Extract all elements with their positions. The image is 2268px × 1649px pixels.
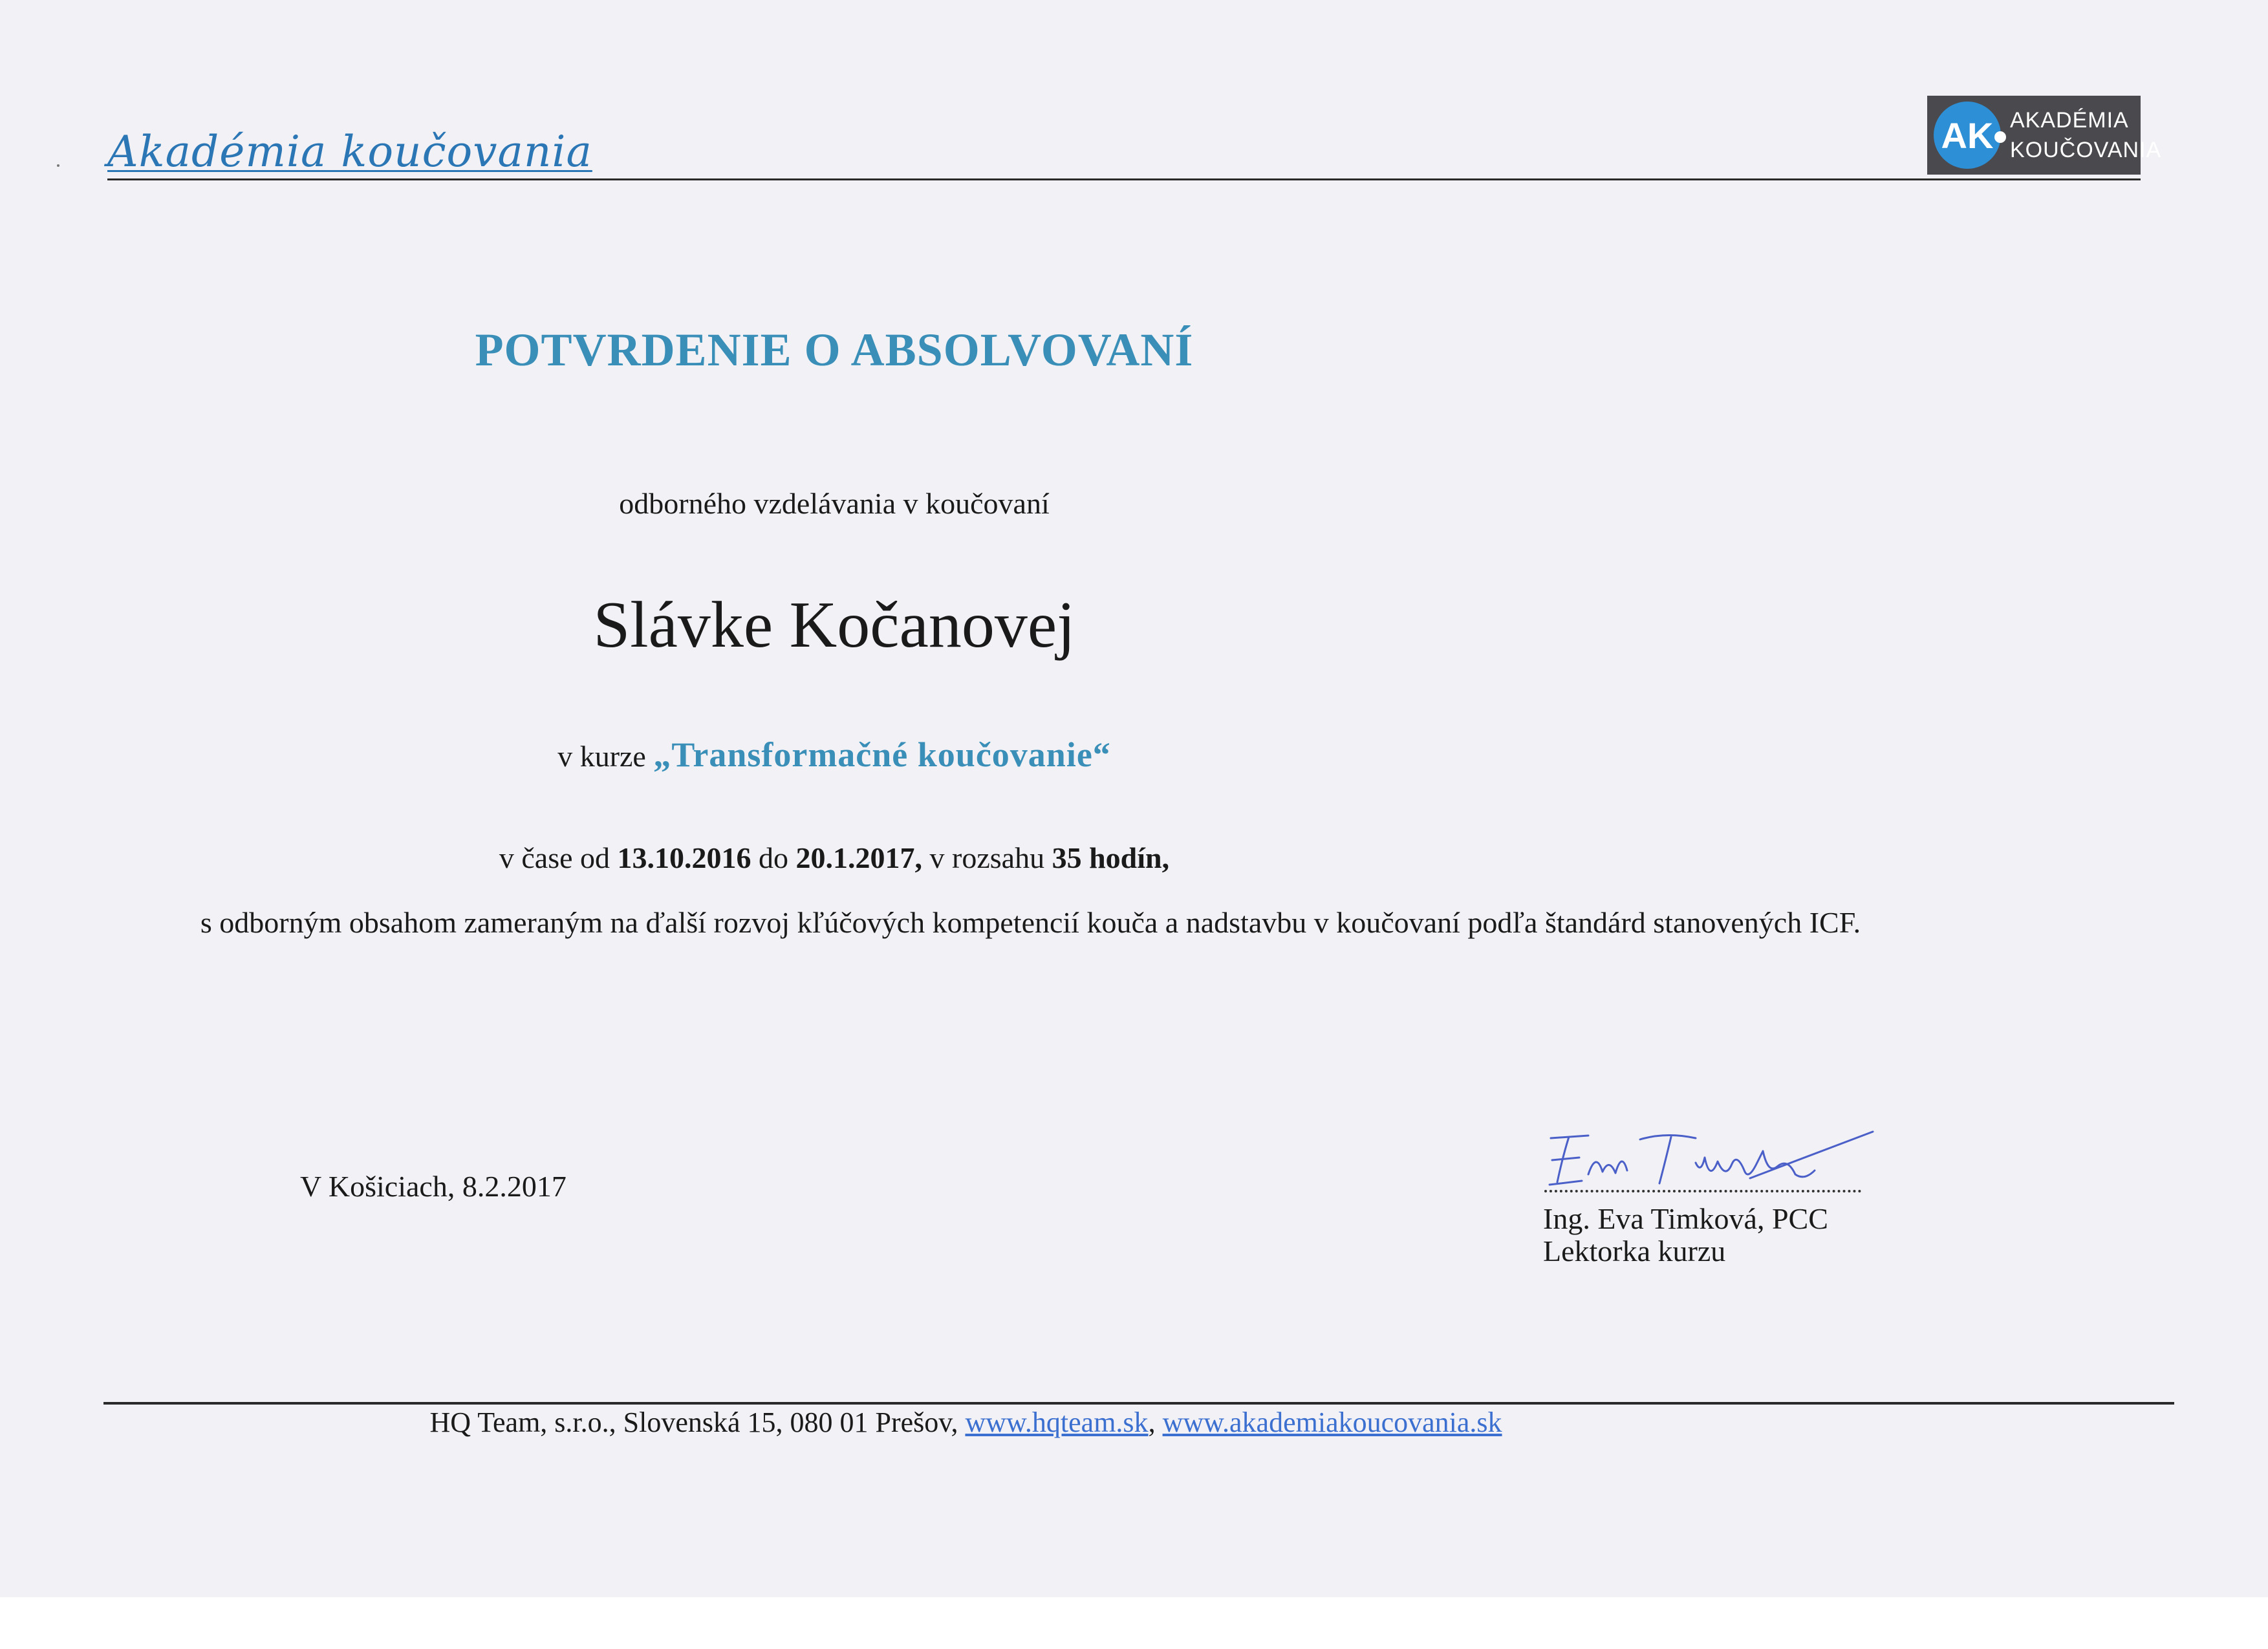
certificate-subtitle: odborného vzdelávania v koučovaní xyxy=(619,487,1050,520)
logo-pip-icon xyxy=(1994,131,2006,143)
course-prefix: v kurze xyxy=(557,740,646,773)
footer-rule xyxy=(103,1402,2174,1405)
signer-role: Lektorka kurzu xyxy=(1543,1234,1726,1267)
course-name: „Transformačné koučovanie“ xyxy=(653,735,1111,774)
logo-wordmark xyxy=(2010,105,2161,165)
scan-margin xyxy=(0,1597,2268,1649)
recipient-name: Slávke Kočanovej xyxy=(593,588,1075,662)
signature-dotted-line xyxy=(1544,1190,1861,1192)
course-hours: 35 hodín, xyxy=(1052,841,1170,874)
header-rule xyxy=(107,178,2141,180)
handwritten-signature xyxy=(1543,1112,1879,1196)
certificate-title: POTVRDENIE O ABSOLVOVANÍ xyxy=(475,324,1194,376)
course-content-description: s odborným obsahom zameraným na ďalší rozvoj kľúčových kompetencií kouča a nadstavbu v koučovaní podľa štandárd stanovených ICF. xyxy=(200,906,1861,939)
footer-address xyxy=(0,1406,2268,1439)
logo-badge-text: AK xyxy=(1941,114,1994,156)
logo-badge xyxy=(1934,102,2001,169)
footer-link-hqteam[interactable]: www.hqteam.sk xyxy=(965,1406,1149,1438)
date-from: 13.10.2016 xyxy=(617,841,751,874)
footer-company: HQ Team, s.r.o., Slovenská 15, 080 01 Prešov, xyxy=(429,1406,958,1438)
course-line xyxy=(0,735,1669,775)
signer-name: Ing. Eva Timková, PCC xyxy=(1543,1202,1828,1235)
footer-link-akademia[interactable]: www.akademiakoucovania.sk xyxy=(1162,1406,1502,1438)
footer-separator: , xyxy=(1148,1406,1156,1438)
logo-line-1: AKADÉMIA xyxy=(2010,108,2129,133)
logo-line-2: KOUČOVANIA xyxy=(2010,138,2162,162)
period-scope: v rozsahu xyxy=(929,841,1045,874)
period-to: do xyxy=(759,841,789,874)
date-to: 20.1.2017, xyxy=(795,841,923,874)
brand-script-heading: Akadémia koučovania xyxy=(107,127,592,177)
place-and-date: V Košiciach, 8.2.2017 xyxy=(300,1170,567,1203)
academy-logo xyxy=(1927,96,2162,175)
period-line xyxy=(0,841,1669,875)
paper-speck xyxy=(57,164,59,167)
period-prefix: v čase od xyxy=(499,841,610,874)
